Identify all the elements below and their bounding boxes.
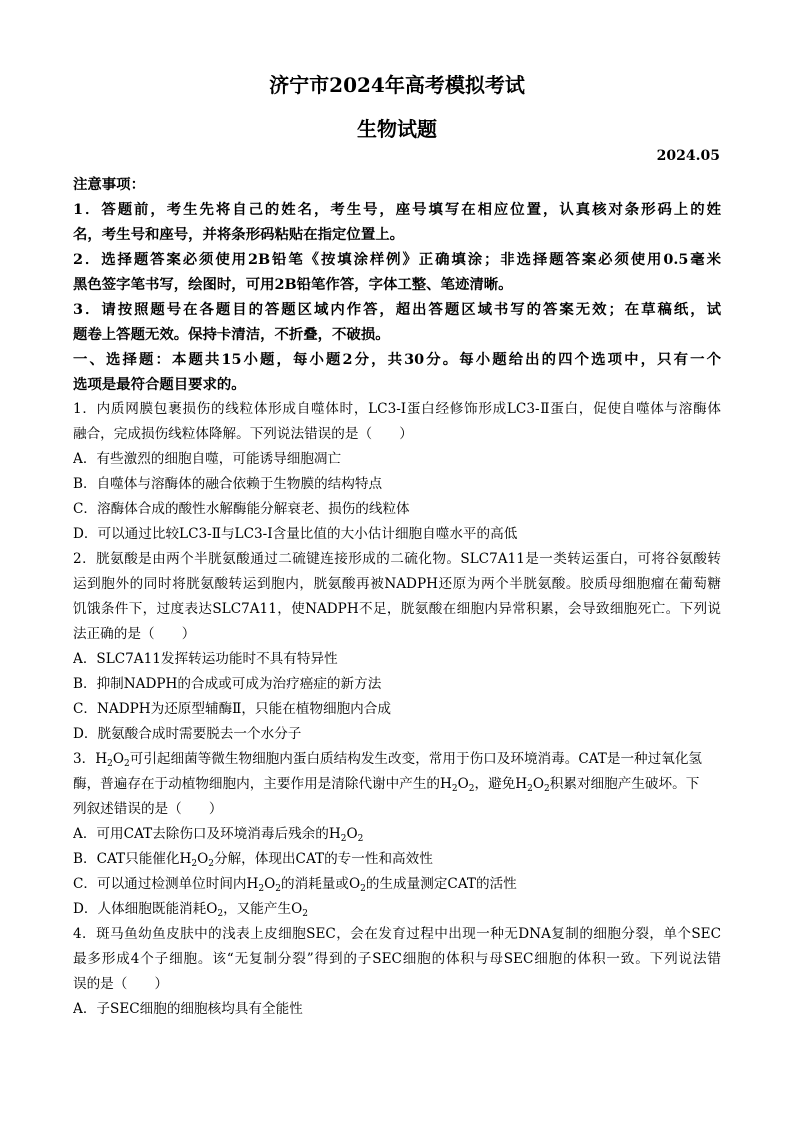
q4-option-a: A．子SEC细胞的细胞核均具有全能性 (73, 1001, 303, 1017)
q2-option-a: A．SLC7A11发挥转运功能时不具有特异性 (73, 651, 338, 667)
q4-stem: 4．斑马鱼幼鱼皮肤中的浅表上皮细胞SEC，会在发育过程中出现一种无DNA复制的细胞分裂，单个SEC (73, 926, 721, 942)
q4-stem-cont-1: 最多形成4个子细胞。该“无复制分裂”得到的子SEC细胞的体积与母SEC细胞的体积一致。下列说法错 (73, 951, 721, 967)
exam-date: 2024.05 (656, 148, 720, 164)
q3-stem-cont-2: 列叙述错误的是（ ） (73, 801, 223, 817)
q2-stem-cont-1: 运到胞外的同时将胱氨酸转运到胞内，胱氨酸再被NADPH还原为两个半胱氨酸。胶质母细胞瘤在葡萄糖 (73, 576, 721, 592)
q4-stem-cont-2: 误的是（ ） (73, 976, 169, 992)
q3-option-c: C．可以通过检测单位时间内$H_2O_2$的消耗量或$O_2$的生成量测定CAT的活性 (73, 876, 517, 894)
q2-option-b: B．抑制NADPH的合成或可成为治疗癌症的新方法 (73, 676, 382, 692)
q3-option-b: B．CAT只能催化$H_2O_2$分解，体现出CAT的专一性和高效性 (73, 851, 433, 869)
q1-option-b: B．自噬体与溶酶体的融合依赖于生物膜的结构特点 (73, 476, 383, 492)
exam-content (73, 172, 721, 1022)
q2-stem-cont-2: 饥饿条件下，过度表达SLC7A11，使NADPH不足，胱氨酸在细胞内异常积累，会导致细胞死亡。下列说 (73, 601, 721, 617)
q3-option-d: D．人体细胞既能消耗$O_2$，又能产生$O_2$ (73, 901, 308, 919)
q1-option-d: D．可以通过比较LC3-Ⅱ与LC3-I含量比值的大小估计细胞自噬水平的高低 (73, 526, 518, 542)
q1-option-a: A．有些激烈的细胞自噬，可能诱导细胞凋亡 (73, 451, 342, 467)
q1-stem-cont: 融合，完成损伤线粒体降解。下列说法错误的是（ ） (73, 426, 413, 442)
q3-option-a: A．可用CAT去除伤口及环境消毒后残余的$H_2O_2$ (73, 826, 364, 844)
q2-stem-cont-3: 法正确的是（ ） (73, 626, 196, 642)
notice-item-1-cont: 名，考生号和座号，并将条形码粘贴在指定位置上。 (73, 226, 404, 243)
notice-heading: 注意事项： (73, 176, 145, 193)
q1-stem: 1．内质网膜包裹损伤的线粒体形成自噬体时，LC3-I蛋白经修饰形成LC3-Ⅱ蛋白，促使自噬体与溶酶体 (73, 401, 721, 417)
exam-subtitle: 生物试题 (357, 117, 437, 141)
section-heading: 一、选择题：本题共15小题，每小题2分，共30分。每小题给出的四个选项中，只有一个 (73, 351, 721, 368)
notice-item-2-cont: 黑色签字笔书写，绘图时，可用2B铅笔作答，字体工整、笔迹清晰。 (73, 276, 513, 293)
q1-option-c: C．溶酶体合成的酸性水解酶能分解衰老、损伤的线粒体 (73, 501, 410, 517)
exam-title: 济宁市2024年高考模拟考试 (269, 73, 525, 97)
q3-stem-cont-1: 酶，普遍存在于动植物细胞内，主要作用是清除代谢中产生的$H_2O_2$，避免$H_2O_2$积累对细胞产生破坏。下 (73, 776, 700, 794)
notice-item-1: 1．答题前，考生先将自己的姓名，考生号，座号填写在相应位置，认真核对条形码上的姓 (73, 201, 721, 218)
notice-item-2: 2．选择题答案必须使用2B铅笔《按填涂样例》正确填涂；非选择题答案必须使用0.5毫米 (73, 251, 721, 268)
q3-stem: 3．$H_2O_2$可引起细菌等微生物细胞内蛋白质结构发生改变，常用于伤口及环境消毒。CAT是一种过氧化氢 (73, 751, 703, 769)
notice-item-3-cont: 题卷上答题无效。保持卡清洁，不折叠，不破损。 (73, 326, 390, 343)
q2-option-c: C．NADPH为还原型辅酶Ⅱ，只能在植物细胞内合成 (73, 701, 391, 717)
notice-item-3: 3．请按照题号在各题目的答题区域内作答，超出答题区域书写的答案无效；在草稿纸，试 (73, 301, 721, 318)
q2-stem: 2．胱氨酸是由两个半胱氨酸通过二硫键连接形成的二硫化物。SLC7A11是一类转运蛋白，可将谷氨酸转 (73, 551, 721, 567)
q2-option-d: D．胱氨酸合成时需要脱去一个水分子 (73, 726, 302, 742)
section-heading-cont: 选项是最符合题目要求的。 (73, 376, 246, 393)
